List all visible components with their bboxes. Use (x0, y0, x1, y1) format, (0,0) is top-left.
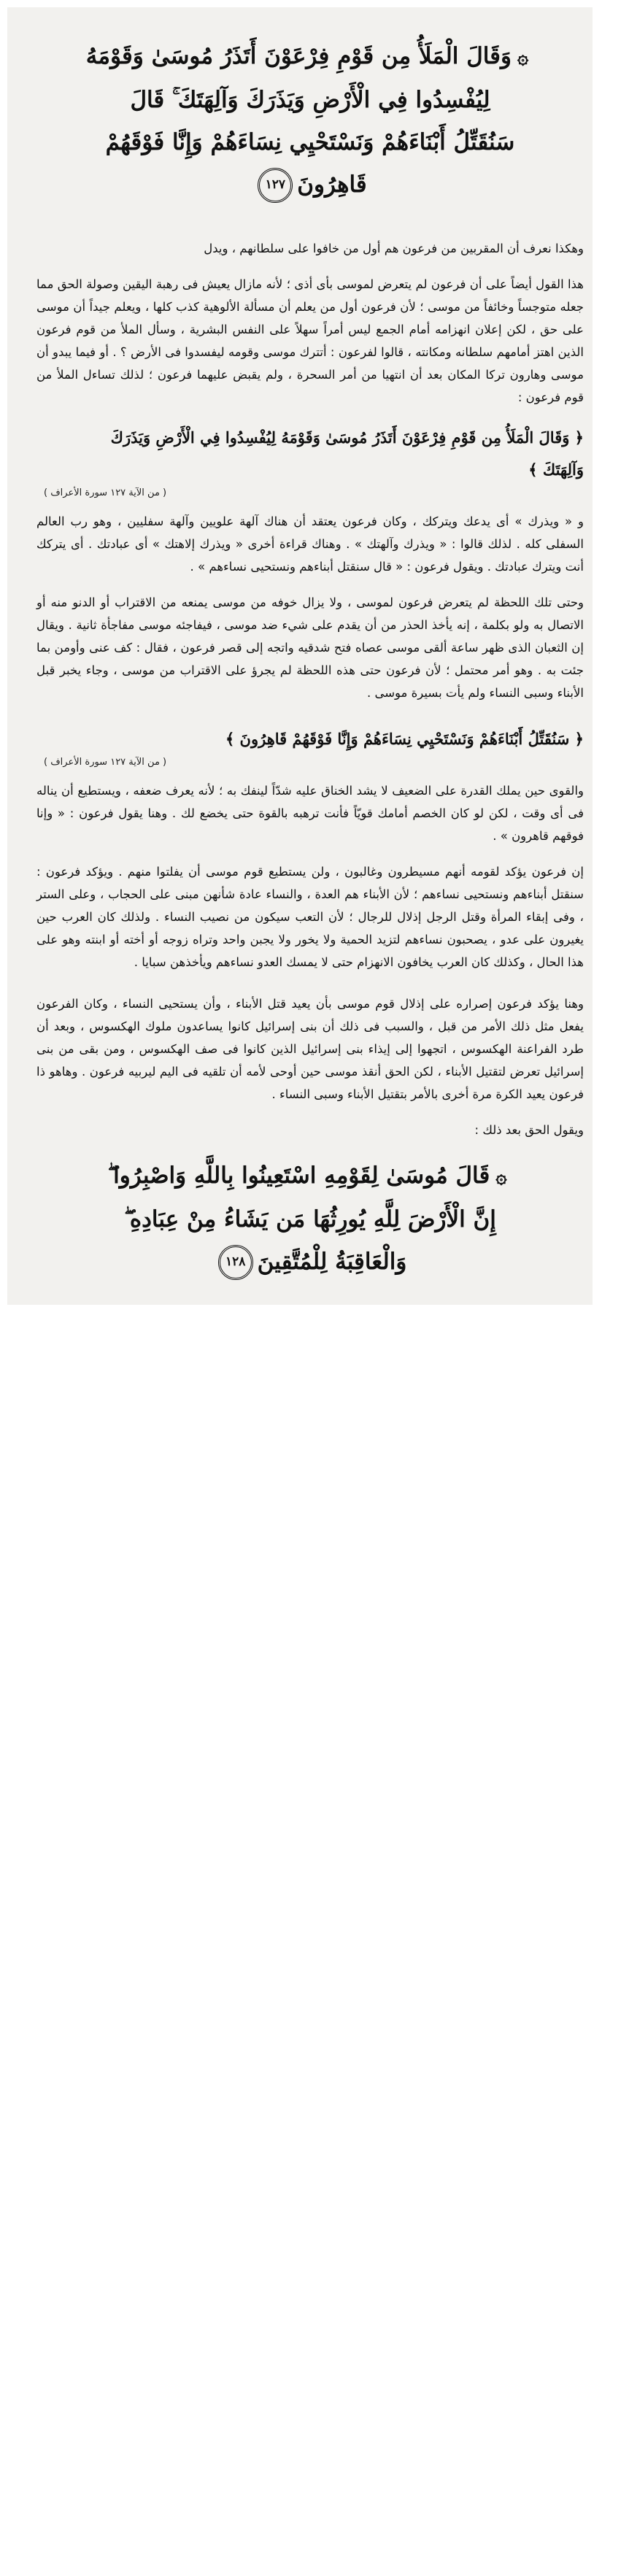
verse-text: قَاهِرُونَ (297, 171, 367, 198)
quoted-verse-1-line-2: وَآلِهَتَكَ ﴾ (528, 460, 584, 479)
paragraph-2: هذا القول أيضاً على أن فرعون لم يتعرض لموسى بأى أذى ؛ لأنه مازال يعيش فى رهبة اليقين وصولة الحق مما جعله متوجساً وخائفاً من موسى ؛ لأن فرعون أول من يعلم أن مسألة الألوهية كذب كلها ، ويعلم جيداً أن موسى على حق ، لكن إعلان انهزامه أمام الجمع ليس أمراً سهلاً على النفس البشرية ، وسأل الملأ من قوم فرعون الذين اهتز أمامهم سلطانه ومكانته ، قالوا لفرعون : أتترك موسى وقومه ليفسدوا فى الأرض ؟ . أو فيما يبدو أن موسى وهارون تركا المكان بعد أن انتهيا من أمر السحرة ، ولم يقبض عليهما فرعون ؛ لذلك تساءل الملأ من قوم فرعون : (36, 277, 584, 404)
verse-127-block (29, 35, 591, 206)
verse-citation-2: ( من الآية ١٢٧ سورة الأعراف ) (44, 757, 167, 768)
verse-text: قَالَ مُوسَىٰ لِقَوْمِهِ اسْتَعِينُوا بِاللَّهِ وَاصْبِرُوا ۖ (107, 1162, 490, 1189)
verse-128-line-3 (29, 1241, 591, 1283)
verse-ornament-icon: ۞ (495, 1165, 507, 1188)
paragraph-8: ويقول الحق بعد ذلك : (474, 1123, 584, 1137)
quoted-verse-2 (36, 723, 584, 755)
verse-ornament-icon: ۞ (517, 46, 529, 69)
verse-127-line-4 (29, 163, 591, 206)
verse-text: وَقَالَ الْمَلَأُ مِن قَوْمِ فِرْعَوْنَ أَتَذَرُ مُوسَىٰ وَقَوْمَهُ (85, 43, 512, 69)
verse-citation-1: ( من الآية ١٢٧ سورة الأعراف ) (44, 487, 167, 498)
paragraph-5: والقوى حين يملك القدرة على الضعيف لا يشد الخناق عليه شدّاً لينفك به ؛ لأنه يعرف ضعفه ، ويستطيع أن يناله فى أى وقت ، لكن لو كان الخصم أمامك قويّاً فأنت ترهبه بالقوة حتى يخضع لك . وهنا يقول فرعون : « وإنا فوقهم قاهرون » . (36, 784, 584, 843)
paragraph-1: وهكذا نعرف أن المقربين من فرعون هم أول من خافوا على سلطانهم ، ويدل (204, 242, 584, 255)
paragraph-3: و « ويذرك » أى يدعك ويتركك ، وكان فرعون يعتقد أن هناك آلهة علويين وآلهة سفليين ، وهو رب العالم السفلى كله . لذلك قالوا : « ويذرك وآلهتك » . وهناك قراءة أخرى « ويذرك إلاهتك » أى عبادتك . أى يتركك أنت ويترك عبادتك . ويقول فرعون : « قال سنقتل أبناءهم ونستحيى نساءهم » . (36, 514, 584, 574)
quoted-verse-2-line-1: ﴿ سَنُقَتِّلُ أَبْنَاءَهُمْ وَنَسْتَحْيِي نِسَاءَهُمْ وَإِنَّا فَوْقَهُمْ قَاهِرُونَ ﴾ (225, 730, 584, 748)
verse-text: وَالْعَاقِبَةُ لِلْمُتَّقِينَ (257, 1248, 407, 1275)
verse-128-line-1 (29, 1154, 591, 1198)
verse-128-block (29, 1154, 591, 1283)
paragraph-7: وهنا يؤكد فرعون إصراره على إذلال قوم موسى بأن يعيد قتل الأبناء ، وأن يستحيى النساء ، وكان الفرعون يفعل مثل ذلك الأمر من قبل ، والسبب فى ذلك أن بنى إسرائيل كانوا يساعدون ملوك الهكسوس ، وبعد أن طرد الفراعنة الهكسوس ، اتجهوا إلى إيذاء بنى إسرائيل الذين كانوا فى صف الهكسوس ، ومن بقى من بنى إسرائيل تعرض لتقتيل الأبناء ، لكن الحق أنقذ موسى حين أوحى لأمه أن تلقيه فى اليم ليربيه فرعون . وهاهو ذا فرعون يعيد الكرة مرة أخرى بالأمر بتقتيل الأبناء وسبى النساء . (36, 997, 584, 1101)
verse-number-marker: ١٢٧ (258, 168, 293, 203)
quoted-verse-1 (36, 422, 584, 486)
verse-127-line-2: لِيُفْسِدُوا فِي الْأَرْضِ وَيَذَرَكَ وَآلِهَتَكَ ۚ قَالَ (130, 86, 490, 113)
verse-127-line-1 (29, 35, 591, 79)
verse-128-line-2: إِنَّ الْأَرْضَ لِلَّهِ يُورِثُهَا مَن يَشَاءُ مِنْ عِبَادِهِ ۖ (124, 1206, 496, 1233)
verse-number-marker: ١٢٨ (218, 1245, 253, 1280)
quoted-verse-1-line-1: ﴿ وَقَالَ الْمَلَأُ مِن قَوْمِ فِرْعَوْنَ أَتَذَرُ مُوسَىٰ وَقَوْمَهُ لِيُفْسِدُوا فِي الْأَرْضِ وَيَذَرَكَ (110, 428, 584, 447)
paragraph-6: إن فرعون يؤكد لقومه أنهم مسيطرون وغالبون ، ولن يستطيع قوم موسى أن يفلتوا منهم . ويؤكد فرعون : سنقتل أبناءهم ونستحيى نساءهم ؛ لأن الأبناء هم العدة ، والنساء عادة شأنهن مبنى على الحجاب ، وعلى الستر ، وفى إبقاء المرأة وقتل الرجل إذلال للرجال ؛ لأن التعب سيكون من نصيب النساء . ولذلك كان العرب حين يغيرون على عدو ، يصحبون نساءهم لتزيد الحمية ولا يخور ولا يجبن واحد وتراه زوجه أو أخته أو ابنته وهو على هذا الحال ، وكذلك كان العرب يخافون الانهزام حتى لا يمسك العدو نساءهم ويأخذهن سبايا . (36, 865, 584, 969)
paragraph-4: وحتى تلك اللحظة لم يتعرض فرعون لموسى ، ولا يزال خوفه من موسى يمنعه من الاقتراب أو الدنو منه أو الاتصال به ولو بكلمة ، إنه يأخذ الحذر من أن يقدم على شيء ضد موسى ، فيفاجئه موسى مفاجأة ثانية . ويقال إن الثعبان الذى ظهر ساعة ألقى موسى عصاه فتح شدقيه واتجه إلى قصر فرعون ، فقال : كف عنى وأومن بما جئت به . وهو أمر محتمل ؛ لأن فرعون حتى هذه اللحظة لم يجرؤ على الاقتراب من موسى ، وجاء يخبر قبل الأبناء وسبى النساء ولم يأت بسيرة موسى . (36, 595, 584, 700)
verse-127-line-3: سَنُقَتِّلُ أَبْنَاءَهُمْ وَنَسْتَحْيِي نِسَاءَهُمْ وَإِنَّا فَوْقَهُمْ (105, 128, 515, 155)
